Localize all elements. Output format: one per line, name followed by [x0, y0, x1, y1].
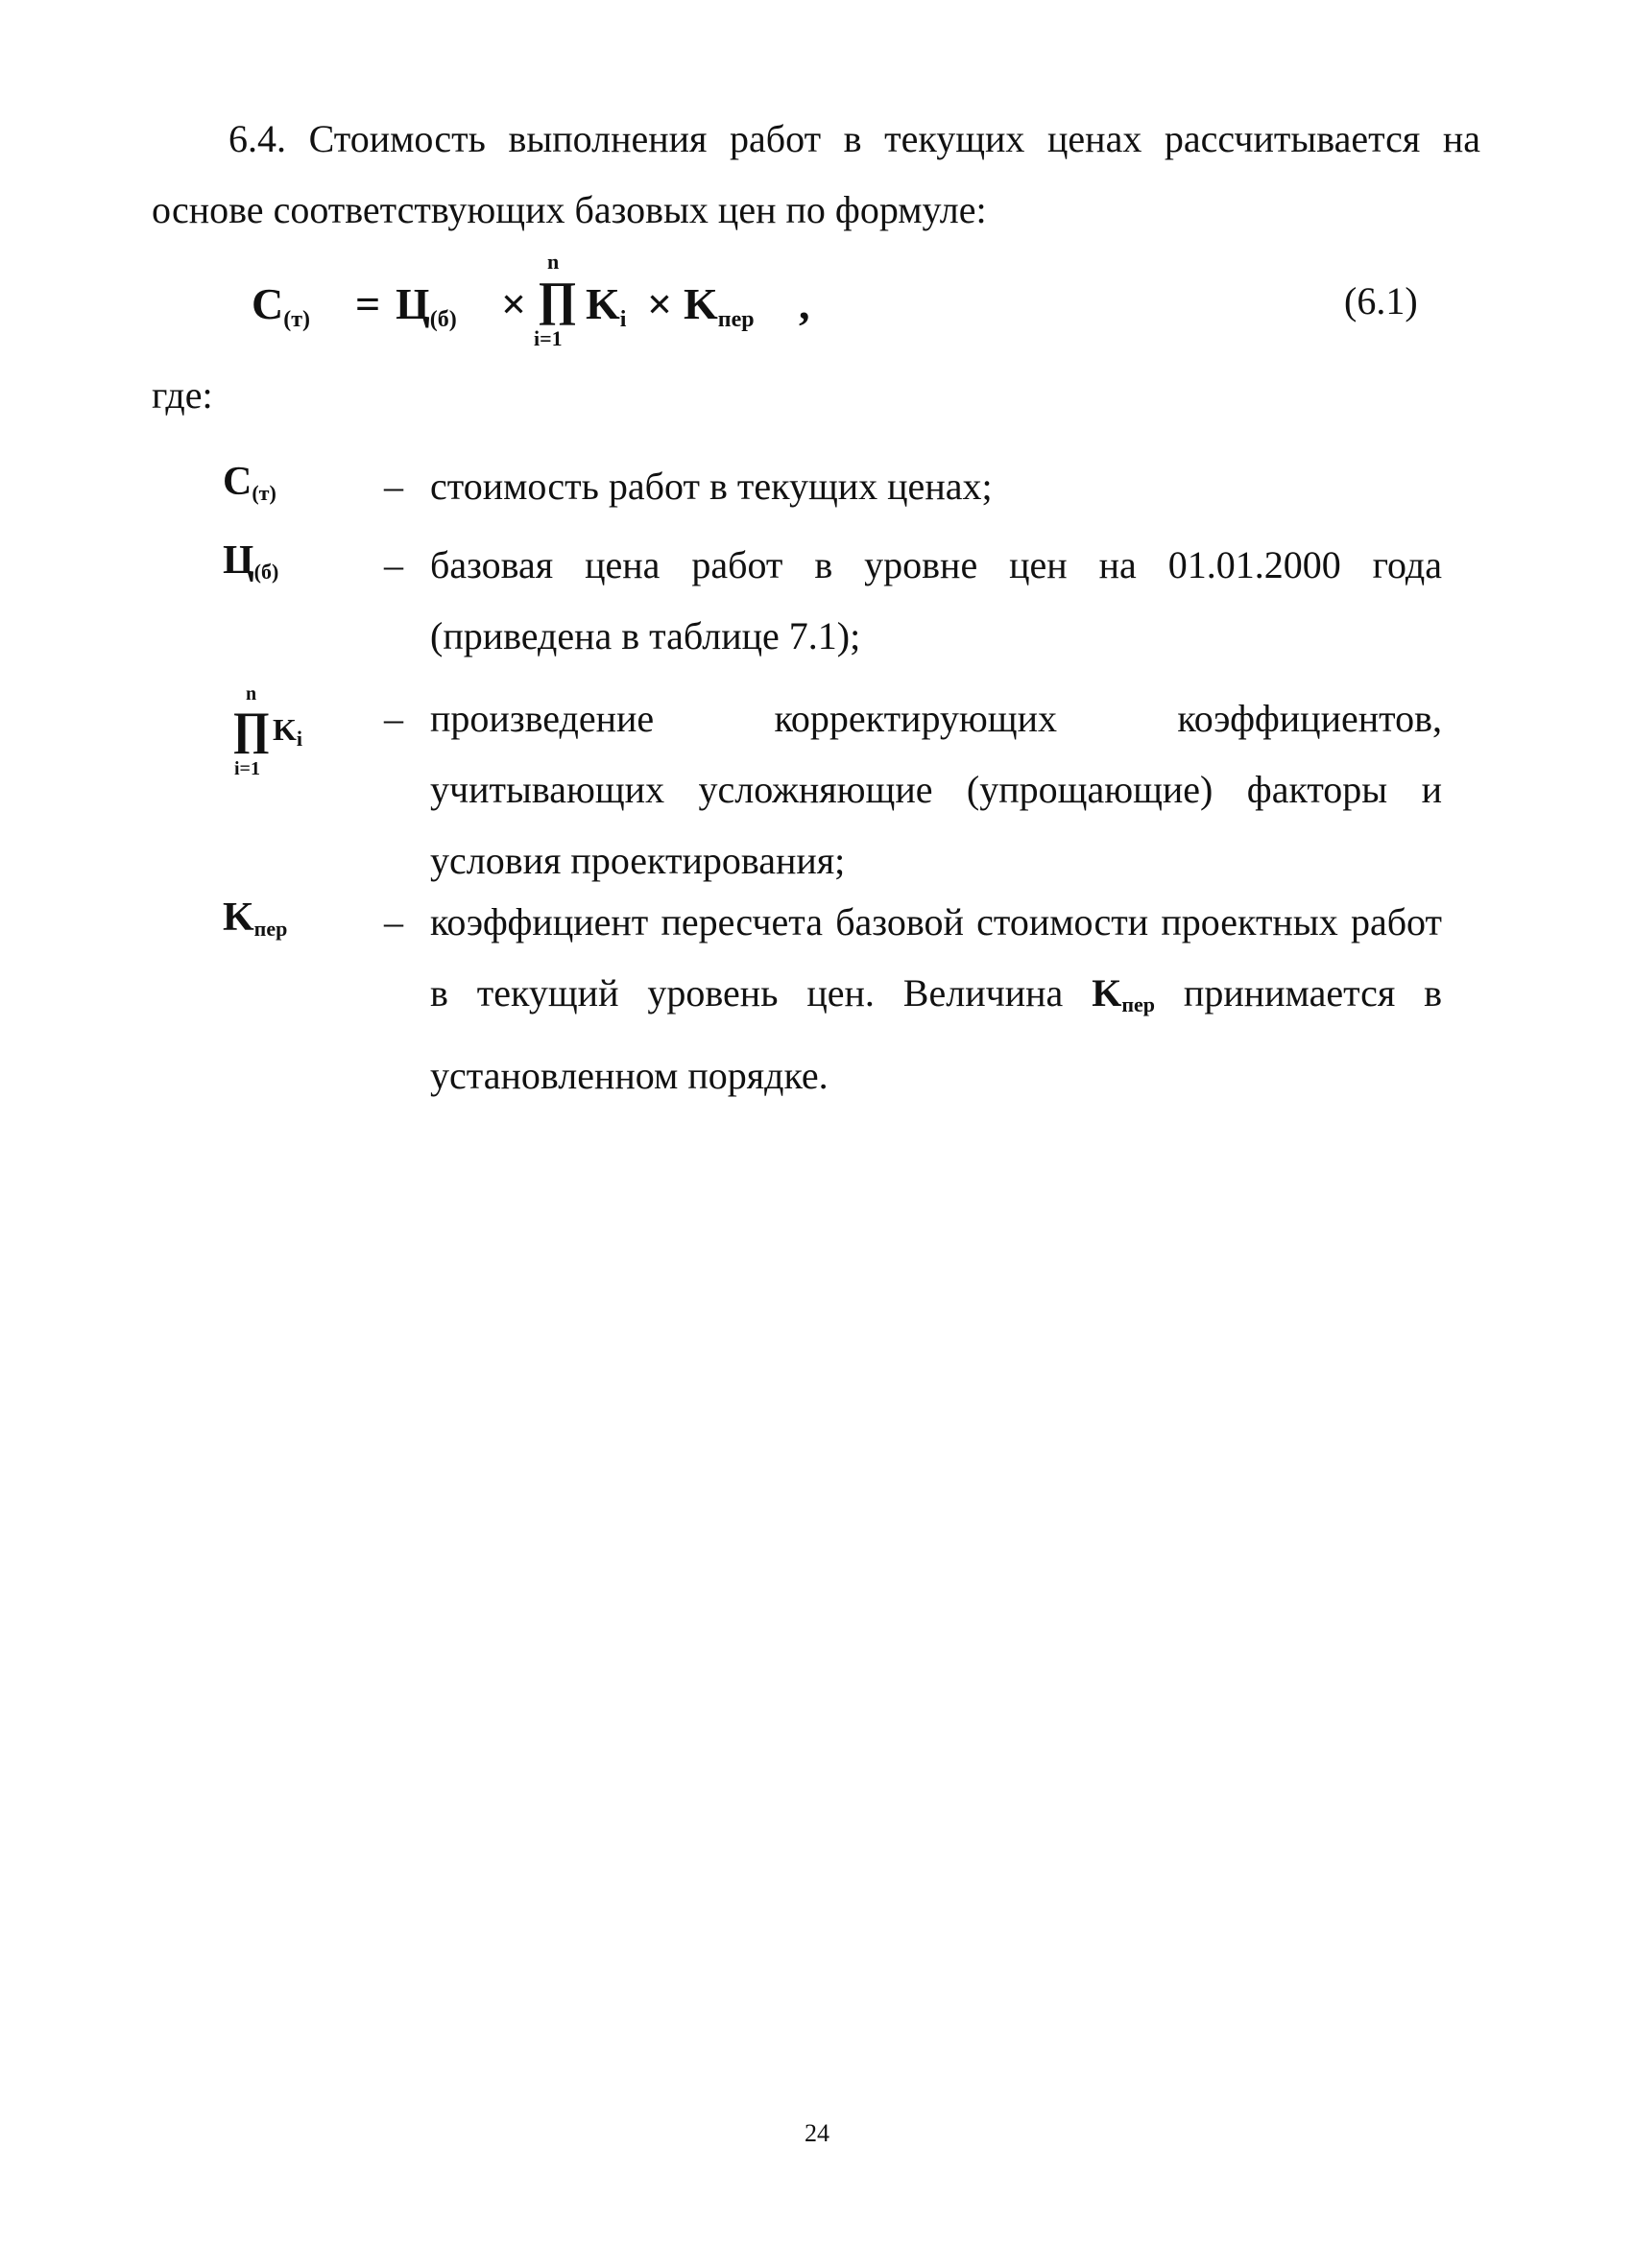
- definition-text: стоимость работ в текущих ценах;: [430, 465, 993, 508]
- inline-kper-symbol: $K_{пер}$: [1092, 971, 1156, 1016]
- definition-dash: –: [384, 543, 403, 586]
- equation-number: (6.1): [1344, 279, 1418, 322]
- definition-symbol: $K_{пер}$: [223, 895, 288, 941]
- definition-text: произведение корректирующих коэффициентов, учитывающих усложняющие (упрощающие) факторы и условия проектирования;: [430, 697, 1442, 882]
- formula-times-1: ×: [501, 279, 527, 328]
- formula-comma: ,: [799, 279, 810, 328]
- formula-kper-term: $K_{пер}$: [684, 279, 755, 332]
- page-number: 24: [805, 2119, 829, 2147]
- intro-line-2: основе соответствующих базовых цен по формуле:: [152, 188, 987, 231]
- formula-equals: =: [355, 279, 381, 328]
- intro-line-1: 6.4. Стоимость выполнения работ в текущих ценах рассчитывается на: [228, 117, 1480, 160]
- definition-text: коэффициент пересчета базовой стоимости проектных работ в текущий уровень цен. Величина $K_{пер}$ принимается в установленном порядке.: [430, 900, 1442, 1097]
- formula-6-1: $С_{(т)}$ = $Ц_{(б)}$ × n ∏ i=1 $K_i$ × $K_{пер}$ ,: [252, 250, 810, 350]
- definition-c-t: [223, 451, 1442, 522]
- formula-c-term: $С_{(т)}$: [252, 279, 311, 332]
- formula-ts-term: $Ц_{(б)}$: [396, 279, 457, 332]
- definition-symbol: $Ц_{(б)}$: [223, 538, 279, 584]
- definition-dash: –: [384, 697, 403, 740]
- formula-times-2: ×: [647, 279, 673, 328]
- definition-text: базовая цена работ в уровне цен на 01.01.2000 года (приведена в таблице 7.1);: [430, 543, 1442, 657]
- definition-dash: –: [384, 465, 403, 508]
- definition-ts-b: [223, 530, 1442, 674]
- definition-kper: [223, 887, 1442, 1098]
- intro-paragraph: [152, 104, 1480, 246]
- definition-symbol: n ∏ $K_i$ i=1: [232, 683, 303, 779]
- formula-ki-term: $K_i$: [586, 279, 627, 332]
- definition-dash: –: [384, 900, 403, 943]
- where-label: где:: [152, 373, 213, 417]
- definition-product: [223, 683, 1442, 895]
- definition-symbol: $С_{(т)}$: [223, 460, 276, 505]
